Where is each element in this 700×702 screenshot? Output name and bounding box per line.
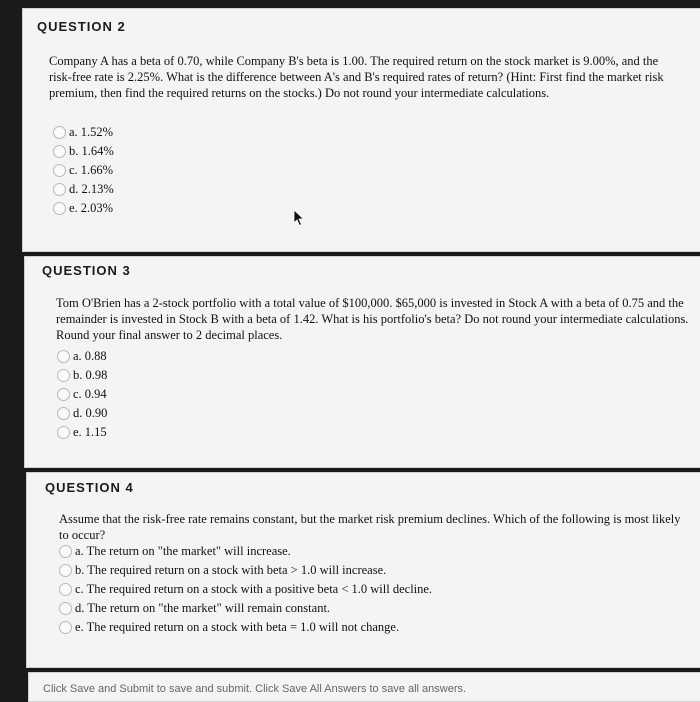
question-4-option-a[interactable] [59, 542, 432, 561]
radio-button[interactable] [53, 126, 66, 139]
option-label: a. The return on "the market" will increase. [75, 544, 291, 558]
question-3-options [57, 347, 107, 442]
option-label: d. 2.13% [69, 182, 114, 196]
question-2-block [22, 8, 700, 252]
radio-button[interactable] [59, 602, 72, 615]
radio-button[interactable] [59, 583, 72, 596]
option-label: b. 0.98 [73, 368, 108, 382]
radio-button[interactable] [57, 388, 70, 401]
option-label: d. The return on "the market" will remain constant. [75, 601, 331, 615]
radio-button[interactable] [59, 545, 72, 558]
question-2-option-c[interactable] [53, 161, 114, 180]
radio-button[interactable] [53, 183, 66, 196]
option-label: c. 0.94 [73, 387, 107, 401]
question-3-prompt: Tom O'Brien has a 2-stock portfolio with a total value of $100,000. $65,000 is invested in Stock A with a beta of 0.75 and the remainder is invested in Stock B with a beta of 1.42. What is his portfolio's beta? Do not round your intermediate calculations. Round your final answer to 2 decimal places. [56, 296, 689, 342]
option-label: e. 2.03% [69, 201, 114, 215]
question-4-block [26, 472, 700, 668]
radio-button[interactable] [57, 426, 70, 439]
question-4-options [59, 542, 432, 637]
question-4-heading: QUESTION 4 [45, 480, 134, 495]
option-label: b. 1.64% [69, 144, 114, 158]
footer-instructions: Click Save and Submit to save and submit. Click Save All Answers to save all answers. [43, 683, 467, 695]
radio-button[interactable] [53, 164, 66, 177]
question-2-heading: QUESTION 2 [37, 19, 126, 34]
radio-button[interactable] [59, 564, 72, 577]
question-2-option-d[interactable] [53, 180, 114, 199]
question-3-block [24, 256, 700, 468]
question-3-option-e[interactable] [57, 423, 107, 442]
question-2-option-e[interactable] [53, 199, 114, 218]
option-label: c. 1.66% [69, 163, 114, 177]
question-2-prompt: Company A has a beta of 0.70, while Company B's beta is 1.00. The required return on the stock market is 9.00%, and the risk-free rate is 2.25%. What is the difference between A's and B's required rates of return? (Hint: First find the market risk premium, then find the required returns on the stocks.) Do not round your intermediate calculations. [49, 54, 664, 100]
question-4-option-b[interactable] [59, 561, 432, 580]
option-label: e. 1.15 [73, 425, 107, 439]
question-2-option-b[interactable] [53, 142, 114, 161]
question-3-option-a[interactable] [57, 347, 107, 366]
option-label: b. The required return on a stock with beta > 1.0 will increase. [75, 563, 387, 577]
option-label: c. The required return on a stock with a positive beta < 1.0 will decline. [75, 582, 433, 596]
option-label: a. 1.52% [69, 125, 114, 139]
question-2-option-a[interactable] [53, 123, 114, 142]
question-2-options [53, 123, 114, 218]
question-3-option-d[interactable] [57, 404, 107, 423]
radio-button[interactable] [57, 369, 70, 382]
radio-button[interactable] [57, 350, 70, 363]
radio-button[interactable] [53, 202, 66, 215]
radio-button[interactable] [53, 145, 66, 158]
question-3-heading: QUESTION 3 [42, 263, 131, 278]
question-4-option-c[interactable] [59, 580, 432, 599]
question-4-option-e[interactable] [59, 618, 432, 637]
question-3-option-c[interactable] [57, 385, 107, 404]
question-3-option-b[interactable] [57, 366, 107, 385]
radio-button[interactable] [57, 407, 70, 420]
radio-button[interactable] [59, 621, 72, 634]
option-label: e. The required return on a stock with beta = 1.0 will not change. [75, 620, 400, 634]
option-label: a. 0.88 [73, 349, 107, 363]
question-4-option-d[interactable] [59, 599, 432, 618]
question-4-prompt: Assume that the risk-free rate remains constant, but the market risk premium declines. Which of the following is most likely to occur? [59, 512, 681, 542]
mouse-cursor-icon [293, 209, 305, 227]
option-label: d. 0.90 [73, 406, 108, 420]
footer-bar [28, 672, 700, 702]
